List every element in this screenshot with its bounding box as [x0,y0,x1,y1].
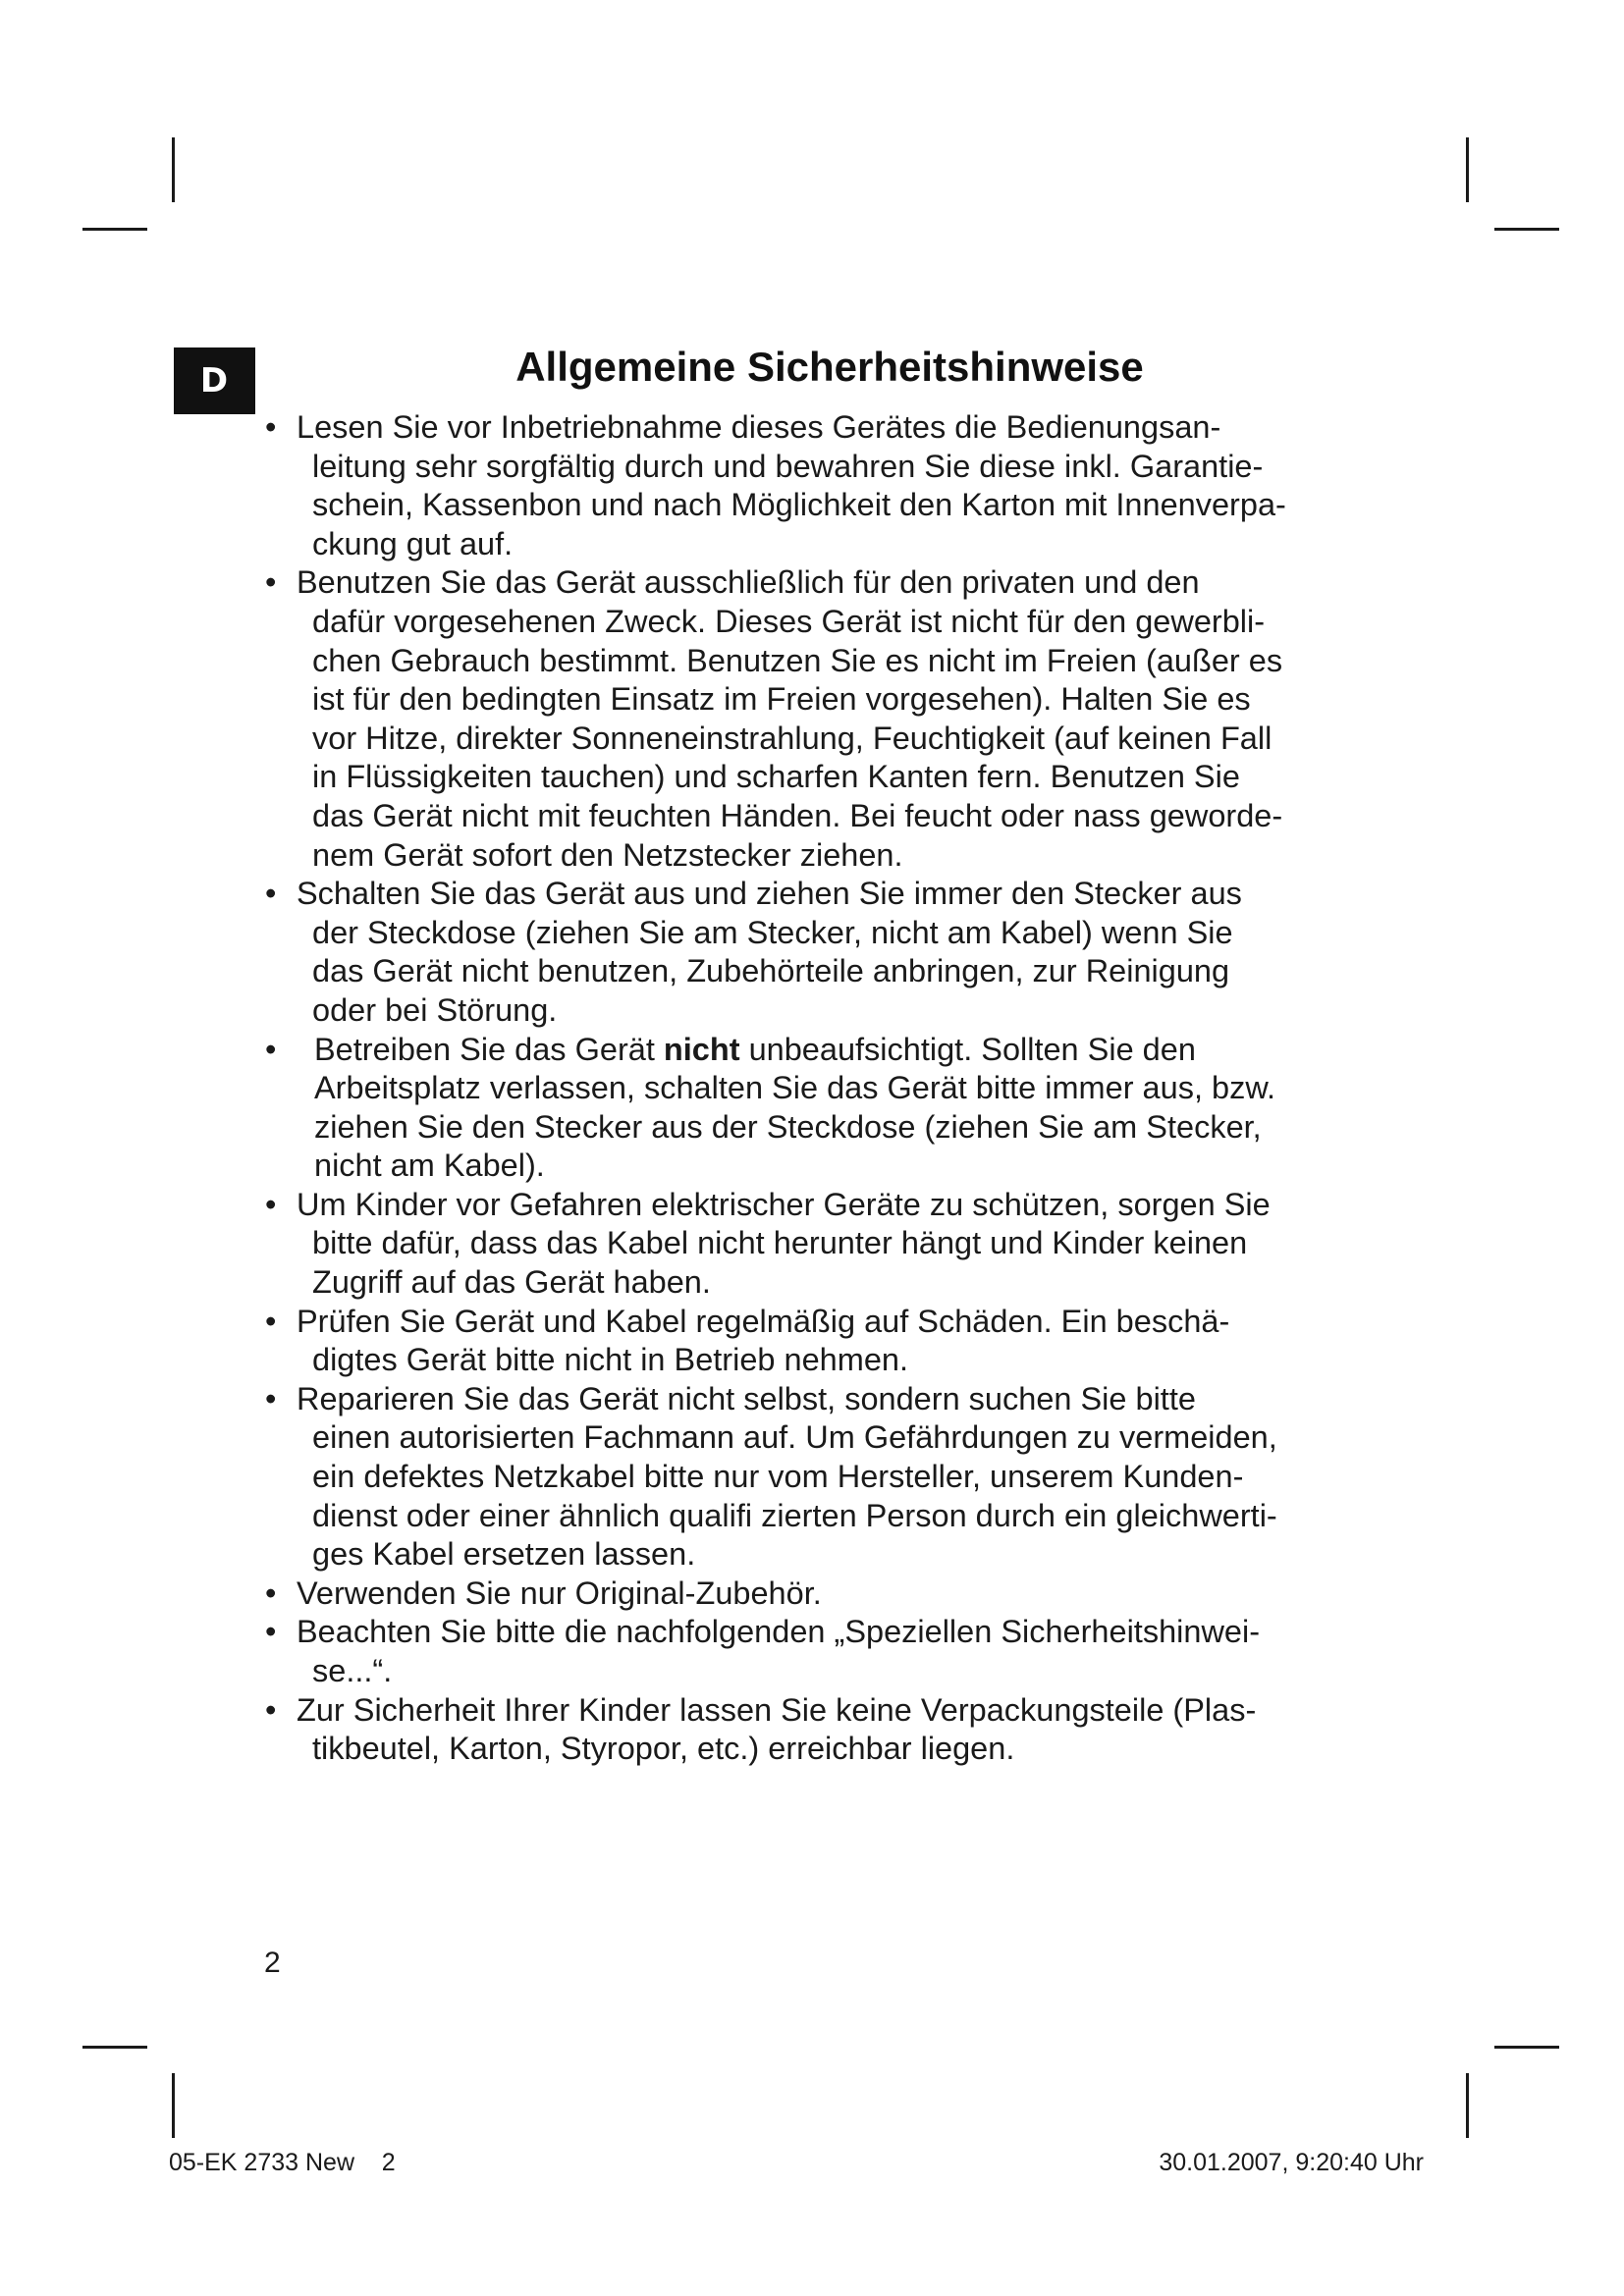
list-item-line: chen Gebrauch bestimmt. Benutzen Sie es nicht im Freien (außer es [312,642,1283,678]
list-item-line: einen autorisierten Fachmann auf. Um Gefährdungen zu vermeiden, [312,1419,1277,1456]
bullet-icon: • [265,409,277,445]
list-item-line: das Gerät nicht mit feuchten Händen. Bei feucht oder nass geworde- [312,797,1283,833]
list-item-line: se...“. [312,1653,393,1688]
bullet-icon: • [265,564,277,601]
page-number: 2 [264,1947,281,1979]
bullet-icon: • [265,1691,277,1728]
list-item-line: digtes Gerät bitte nicht in Betrieb nehmen. [312,1342,909,1378]
list-item-line: bitte dafür, dass das Kabel nicht herunter hängt und Kinder keinen [312,1225,1248,1261]
bullet-icon: • [265,1575,277,1611]
list-item-text [297,1613,1392,1690]
list-item-line: Beachten Sie bitte die nachfolgenden „Speziellen Sicherheitshinwei- [297,1614,1261,1650]
list-item-text [297,875,1392,1030]
list-item-text [297,1380,1392,1575]
list-item-text [297,563,1392,875]
list-item [263,1186,1392,1303]
safety-instructions-list [263,408,1392,1769]
list-item-text [297,1186,1392,1303]
list-item-line: oder bei Störung. [312,991,558,1028]
list-item-line: das Gerät nicht benutzen, Zubehörteile anbringen, zur Reinigung [312,953,1230,989]
bullet-icon: • [265,1186,277,1222]
bullet-icon: • [265,876,277,912]
list-item-line: nem Gerät sofort den Netzstecker ziehen. [312,836,903,873]
crop-mark-bottom-right-vertical [1466,2073,1469,2138]
list-item-line: dienst oder einer ähnlich qualifi zierten Person durch ein gleichwerti- [312,1497,1277,1533]
list-item [263,563,1392,875]
list-item-line: ein defektes Netzkabel bitte nur vom Hersteller, unserem Kunden- [312,1459,1244,1495]
list-item [263,1691,1392,1769]
crop-mark-bottom-left-horizontal [82,2046,147,2049]
crop-mark-bottom-right-horizontal [1494,2046,1559,2049]
list-item-line: Arbeitsplatz verlassen, schalten Sie das Gerät bitte immer aus, bzw. [314,1070,1276,1106]
bullet-icon: • [265,1303,277,1339]
list-item-line: Zugriff auf das Gerät haben. [312,1264,711,1301]
list-item-text [297,1303,1392,1380]
list-item-line: Lesen Sie vor Inbetriebnahme dieses Gerätes die Bedienungsan- [297,409,1221,445]
list-item-line: schein, Kassenbon und nach Möglichkeit den Karton mit Innenverpa- [312,487,1286,523]
list-item-line: der Steckdose (ziehen Sie am Stecker, nicht am Kabel) wenn Sie [312,914,1233,950]
crop-mark-top-right-horizontal [1494,228,1559,231]
list-item-line: vor Hitze, direkter Sonneneinstrahlung, Feuchtigkeit (auf keinen Fall [312,720,1272,756]
language-tab: D [174,347,255,414]
list-item-line: ist für den bedingten Einsatz im Freien vorgesehen). Halten Sie es [312,681,1251,718]
list-item [263,408,1392,563]
text-run: Betreiben Sie das Gerät [314,1031,664,1067]
list-item-line: tikbeutel, Karton, Styropor, etc.) erreichbar liegen. [312,1731,1015,1767]
bullet-icon: • [265,1031,277,1067]
footer-timestamp: 30.01.2007, 9:20:40 Uhr [1159,2149,1424,2176]
list-item-text [297,1575,1392,1614]
list-item [263,1575,1392,1614]
crop-mark-bottom-left-vertical [172,2073,175,2138]
list-item-line: nicht am Kabel). [314,1148,545,1184]
list-item-line: Um Kinder vor Gefahren elektrischer Geräte zu schützen, sorgen Sie [297,1186,1271,1222]
text-run: unbeaufsichtigt. Sollten Sie den [739,1031,1196,1067]
bullet-icon: • [265,1380,277,1416]
page-title: Allgemeine Sicherheitshinweise [515,344,1144,390]
list-item-text [297,1691,1392,1769]
list-item [263,1613,1392,1690]
list-item-line: Schalten Sie das Gerät aus und ziehen Sie immer den Stecker aus [297,876,1242,912]
list-item [263,1303,1392,1380]
list-item-line: Benutzen Sie das Gerät ausschließlich für den privaten und den [297,564,1200,601]
list-item-line: Verwenden Sie nur Original-Zubehör. [297,1575,822,1611]
list-item-line: ckung gut auf. [312,525,514,561]
list-item-text [297,1031,1392,1186]
list-item-line: ges Kabel ersetzen lassen. [312,1536,696,1573]
list-item-line: in Flüssigkeiten tauchen) und scharfen Kanten fern. Benutzen Sie [312,759,1240,795]
bullet-icon: • [265,1614,277,1650]
crop-mark-top-right-vertical [1466,137,1469,202]
list-item-line: Prüfen Sie Gerät und Kabel regelmäßig auf Schäden. Ein beschä- [297,1303,1230,1339]
list-item-line: leitung sehr sorgfältig durch und bewahren Sie diese inkl. Garantie- [312,448,1264,484]
crop-mark-top-left-horizontal [82,228,147,231]
list-item [263,1380,1392,1575]
list-item-line: ziehen Sie den Stecker aus der Steckdose (ziehen Sie am Stecker, [314,1108,1262,1145]
list-item [263,875,1392,1030]
list-item [263,1031,1392,1186]
list-item-line: Zur Sicherheit Ihrer Kinder lassen Sie keine Verpackungsteile (Plas- [297,1691,1257,1728]
list-item-text [297,408,1392,563]
footer-file-label: 05-EK 2733 New 2 [169,2149,396,2176]
crop-mark-top-left-vertical [172,137,175,202]
emphasis-text: nicht [663,1031,740,1067]
list-item-line: Reparieren Sie das Gerät nicht selbst, sondern suchen Sie bitte [297,1380,1196,1416]
list-item-line: dafür vorgesehenen Zweck. Dieses Gerät ist nicht für den gewerbli- [312,603,1266,639]
list-item-line [314,1032,1196,1067]
